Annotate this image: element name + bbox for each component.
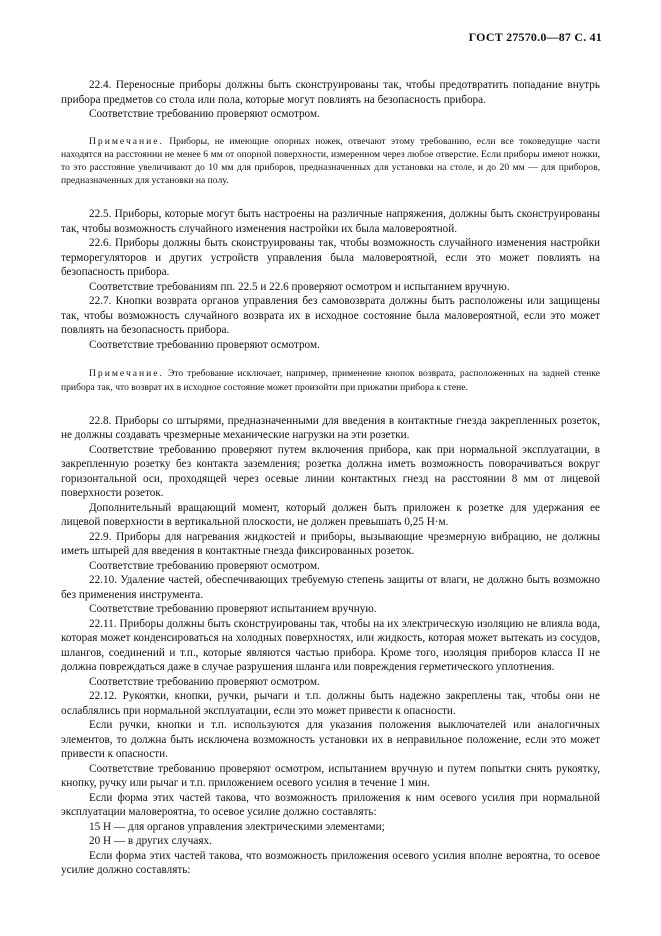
paragraph-compliance: Соответствие требованию проверяют осмотром. xyxy=(89,559,320,572)
note-paragraph xyxy=(61,135,600,188)
paragraph-torque: Дополнительный вращающий момент, который должен быть приложен к розетке для удержания ее лицевой поверхности в вертикальной плоскости, не должен превышать 0,25 Н·м. xyxy=(61,501,600,529)
paragraph-compliance: Соответствие требованию проверяют осмотром. xyxy=(89,338,320,351)
paragraph-22-11: 22.11. Приборы должны быть сконструированы так, чтобы на их электрическую изоляцию не влияла вода, которая может конденсироваться на холодных поверхностях, или жидкость, которая может вытекать из сосудов, шлангов, соединений и т.п., которые являются частью прибора. Кроме того, изоляция приборов класса II не должна повреждаться даже в случае разрушения шланга или повреждения герметического уплотнения. xyxy=(61,617,600,674)
paragraph-compliance: Соответствие требованию проверяют осмотром. xyxy=(89,108,320,120)
note-label: Примечание. xyxy=(89,135,164,147)
list-item-15n: 15 Н — для органов управления электрическими элементами; xyxy=(89,820,385,833)
paragraph-22-7: 22.7. Кнопки возврата органов управления без самовозврата должны быть расположены или защищены так, чтобы возможность случайного возврата их в исходное состояние была маловероятной, если это может повлиять на безопасность прибора. xyxy=(61,295,600,337)
paragraph-22-9: 22.9. Приборы для нагревания жидкостей и приборы, вызывающие чрезмерную вибрацию, не должны иметь штырей для введения в контактные гнезда фиксированных розеток. xyxy=(61,530,600,558)
paragraph-compliance: Соответствие требованию проверяют осмотром, испытанием вручную и путем попытки снять рукоятку, кнопку, ручку или рычаг и т.п. приложением осевого усилия в течение 1 мин. xyxy=(61,762,600,790)
paragraph-compliance: Соответствие требованию проверяют путем включения прибора, как при нормальной эксплуатации, в закрепленную розетку без контакта заземления; розетка должна иметь возможность поворачиваться вокруг горизонтальной оси, проходящей через осевые линии контактных гнезд на расстоянии 8 мм от лицевой поверхности розеток. xyxy=(61,443,600,500)
paragraph-axial-force: Если форма этих частей такова, что возможность приложения к ним осевого усилия при нормальной эксплуатации маловероятна, то осевое усилие должно составлять: xyxy=(61,791,600,819)
paragraph-22-6: 22.6. Приборы должны быть сконструированы так, чтобы возможность случайного изменения настройки терморегуляторов и других устройств управления была маловероятной, если это может повлиять на безопасность прибора. xyxy=(61,237,600,279)
paragraph-indication: Если ручки, кнопки и т.п. используются для указания положения выключателей или аналогичных элементов, то должна быть исключена возможность установки их в неправильное положение, если это может привести к опасности. xyxy=(61,719,600,761)
paragraph-22-4: 22.4. Переносные приборы должны быть сконструированы так, чтобы предотвратить попадание внутрь прибора предметов со стола или пола, которые могут повлиять на безопасность прибора. xyxy=(61,79,600,106)
paragraph-22-8: 22.8. Приборы со штырями, предназначенными для введения в контактные гнезда закрепленных розеток, не должны создавать чрезмерные механические нагрузки на эти розетки. xyxy=(61,414,600,442)
list-item-20n: 20 Н — в других случаях. xyxy=(89,835,212,848)
paragraph-compliance: Соответствие требованию проверяют осмотром. xyxy=(89,675,320,688)
paragraph-axial-force-probable: Если форма этих частей такова, что возможность приложения осевого усилия вполне вероятна, то осевое усилие должно составлять: xyxy=(61,849,600,877)
note-paragraph xyxy=(61,367,600,393)
paragraph-compliance: Соответствие требованию проверяют испытанием вручную. xyxy=(89,603,377,616)
note-text: Приборы, не имеющие опорных ножек, отвечают этому требованию, если все токоведущие части находятся на расстоянии не менее 6 мм от опорной поверхности, измеренном через любое отверстие. Если приборы имеют ножки, то это расстояние увеличивают до 10 мм для приборов, предназначенных для установки на столе, и до 20 мм — для приборов, предназначенных для установки на полу. xyxy=(61,135,600,187)
note-text: Это требование исключает, например, применение кнопок возврата, расположенных на задней стенке прибора так, что возврат их в исходное состояние может произойти при прижатии прибора к стене. xyxy=(61,368,600,393)
document-body xyxy=(61,78,600,878)
paragraph-compliance: Соответствие требованиям пп. 22.5 и 22.6 проверяют осмотром и испытанием вручную. xyxy=(89,280,510,293)
paragraph-22-5: 22.5. Приборы, которые могут быть настроены на различные напряжения, должны быть сконструированы так, чтобы возможность случайного изменения настройки их была маловероятной. xyxy=(61,208,600,235)
paragraph-22-12: 22.12. Рукоятки, кнопки, ручки, рычаги и т.п. должны быть надежно закреплены так, чтобы они не ослаблялись при нормальной эксплуатации, если это может привести к опасности. xyxy=(61,690,600,717)
note-label: Примечание. xyxy=(89,368,164,380)
page-header: ГОСТ 27570.0—87 С. 41 xyxy=(468,30,602,44)
paragraph-22-10: 22.10. Удаление частей, обеспечивающих требуемую степень защиты от влаги, не должно быть возможно без применения инструмента. xyxy=(61,574,600,601)
